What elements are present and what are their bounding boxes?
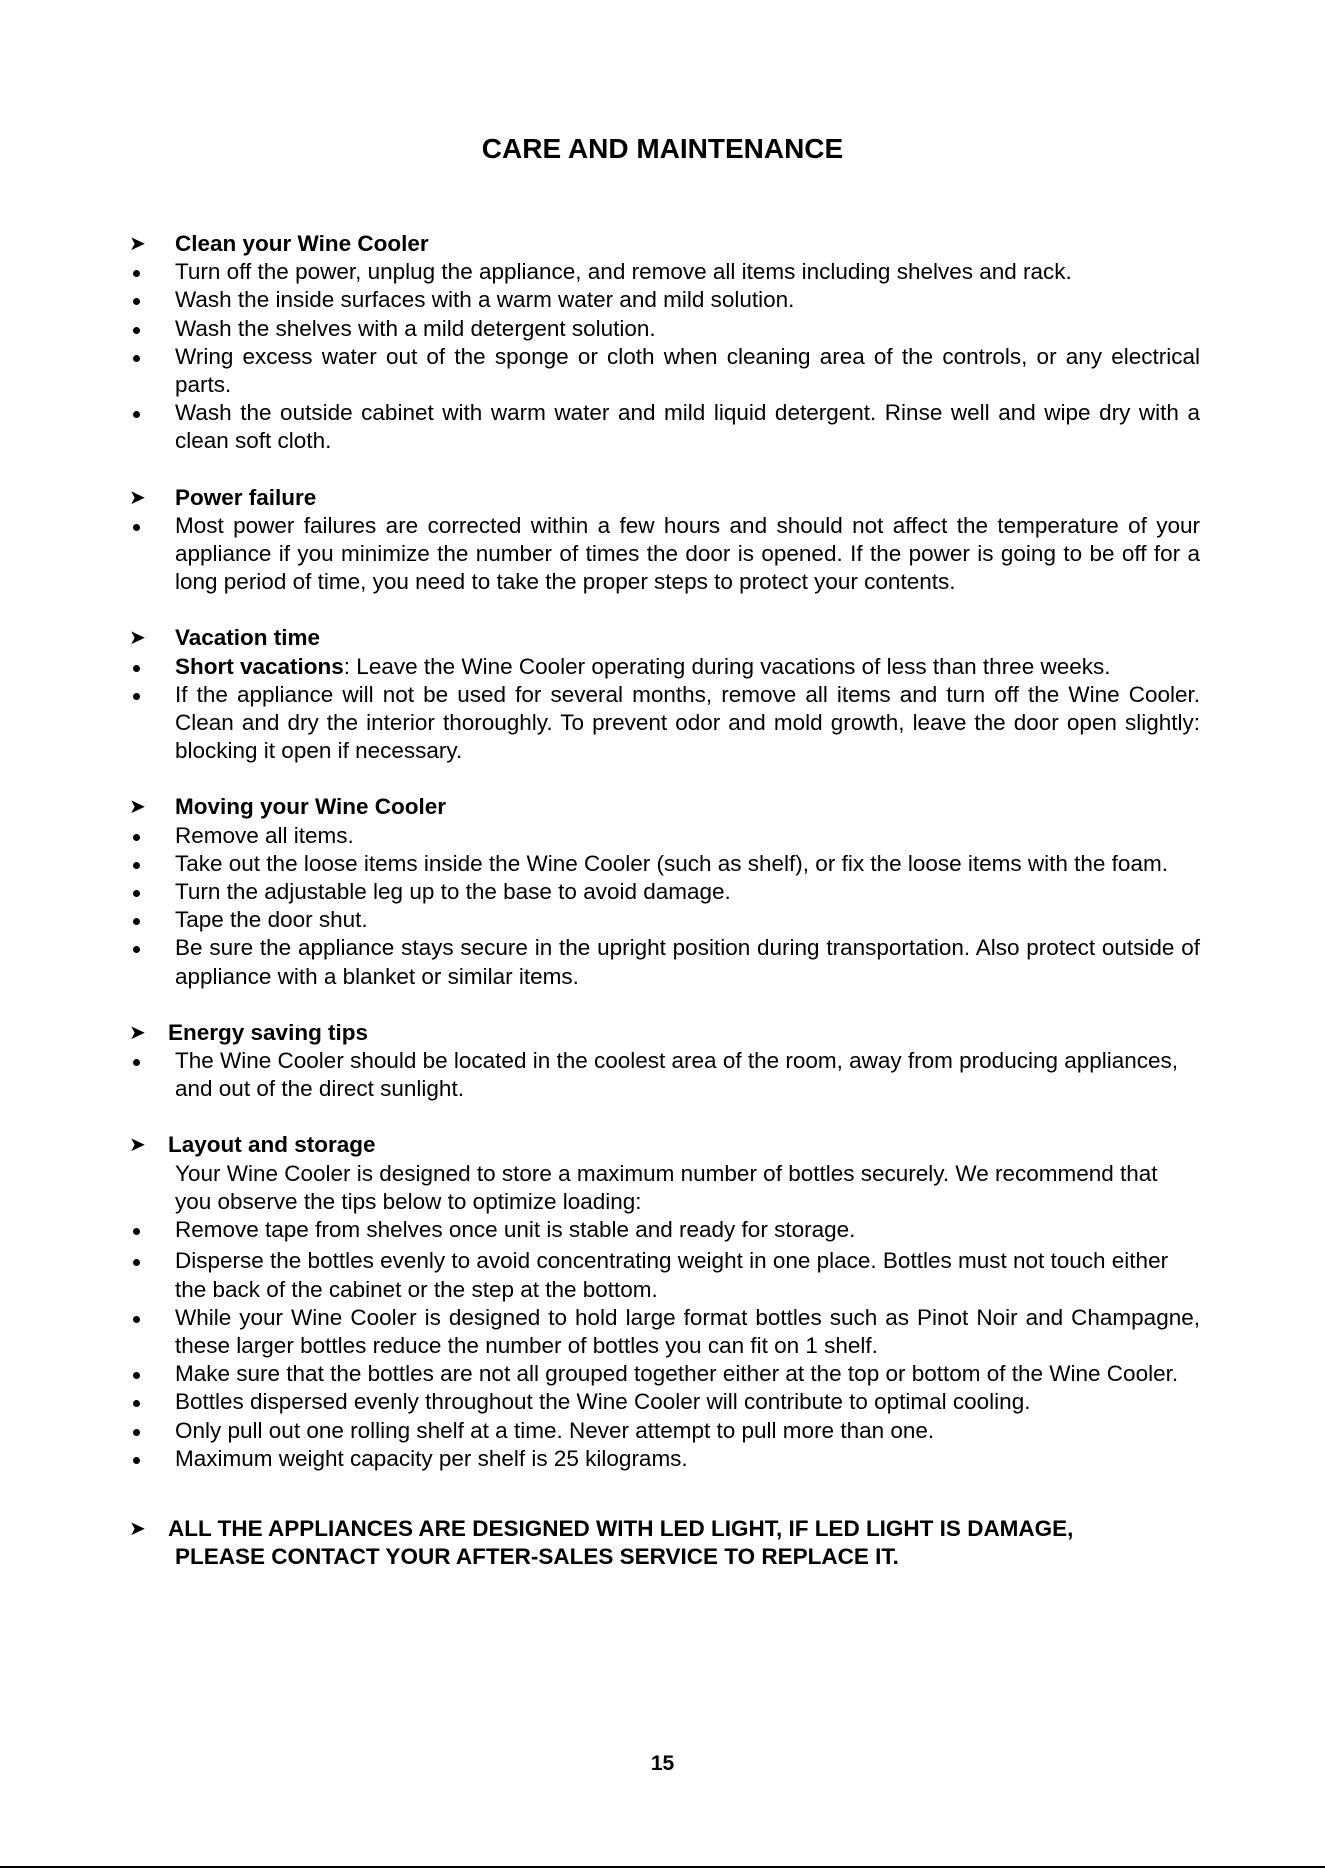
bullet-icon: [133, 411, 140, 418]
bullet-icon: [133, 1316, 140, 1323]
list-item: [125, 512, 1200, 597]
arrowhead-icon: ➤: [129, 486, 146, 509]
item-text: Tape the door shut.: [175, 907, 368, 933]
bullet-icon: [133, 1400, 140, 1407]
list-item: [125, 1388, 1200, 1416]
bullet-icon: [133, 834, 140, 841]
list-item: [125, 934, 1200, 990]
item-text: Take out the loose items inside the Wine Cooler (such as shelf), or fix the loose items with the foam.: [175, 850, 1168, 876]
item-text: Wring excess water out of the sponge or cloth when cleaning area of the controls, or any electrical parts.: [175, 343, 1200, 398]
bullet-icon: [133, 862, 140, 869]
list-item: [125, 1247, 1200, 1303]
page-title: CARE AND MAINTENANCE: [481, 133, 844, 164]
section-layout: [125, 1131, 1200, 1472]
short-vacations-label: Short vacations: [175, 653, 344, 679]
item-text: Remove all items.: [175, 822, 354, 848]
item-text: The Wine Cooler should be located in the coolest area of the room, away from producing appliances, and out of the direct sunlight.: [175, 1048, 1179, 1102]
notice-text: ALL THE APPLIANCES ARE DESIGNED WITH LED LIGHT, IF LED LIGHT IS DAMAGE,: [168, 1515, 1074, 1541]
heading-text: Vacation time: [175, 625, 321, 651]
item-text: Disperse the bottles evenly to avoid concentrating weight in one place. Bottles must not touch either the back of the cabinet or the step at the bottom.: [175, 1248, 1169, 1302]
bullet-icon: [133, 1372, 140, 1379]
bullet-icon: [133, 1457, 140, 1464]
list-item: [125, 343, 1200, 399]
item-text: Make sure that the bottles are not all grouped together either at the top or bottom of the Wine Cooler.: [175, 1361, 1179, 1387]
bullet-icon: [133, 1259, 140, 1266]
led-notice: [125, 1515, 1200, 1571]
section-clean: [125, 230, 1200, 456]
item-text: Turn off the power, unplug the appliance, and remove all items including shelves and rack.: [175, 259, 1072, 285]
section-moving: [125, 793, 1200, 990]
arrowhead-icon: ➤: [129, 1517, 146, 1540]
item-text: Bottles dispersed evenly throughout the Wine Cooler will contribute to optimal cooling.: [175, 1389, 1031, 1415]
list-item: [125, 850, 1200, 878]
section-heading: [125, 1019, 1200, 1047]
bullet-icon: [133, 1228, 140, 1235]
item-text: Most power failures are corrected within a few hours and should not affect the temperature of your appliance if you minimize the number of times the door is opened. If the power is going to be off for a long period of time, you need to take the proper steps to protect your contents.: [175, 512, 1200, 595]
bullet-icon: [133, 355, 140, 362]
list-item: [125, 258, 1200, 286]
list-item: [125, 399, 1200, 455]
bullet-icon: [133, 524, 140, 531]
list-item: [125, 1417, 1200, 1445]
bullet-icon: [133, 946, 140, 953]
notice-line-1: [125, 1515, 1200, 1543]
list-item: [125, 286, 1200, 314]
item-text: Maximum weight capacity per shelf is 25 kilograms.: [175, 1445, 688, 1471]
item-text: : Leave the Wine Cooler operating during vacations of less than three weeks.: [343, 653, 1111, 679]
list-item: [125, 315, 1200, 343]
section-heading: [125, 624, 1200, 652]
arrowhead-icon: ➤: [129, 796, 146, 819]
item-text: Wash the outside cabinet with warm water and mild liquid detergent. Rinse well and wipe dry with a clean soft cloth.: [175, 400, 1200, 454]
section-vacation: [125, 624, 1200, 765]
bullet-icon: [133, 918, 140, 925]
arrowhead-icon: ➤: [129, 1134, 146, 1157]
heading-text: Layout and storage: [168, 1132, 376, 1158]
section-energy: [125, 1019, 1200, 1104]
bullet-icon: [133, 1059, 140, 1066]
heading-text: Power failure: [175, 484, 317, 510]
list-item: [125, 1360, 1200, 1388]
heading-text: Energy saving tips: [168, 1019, 369, 1045]
notice-line-2: PLEASE CONTACT YOUR AFTER-SALES SERVICE TO REPLACE IT.: [175, 1544, 899, 1570]
list-item: [125, 878, 1200, 906]
bullet-icon: [133, 298, 140, 305]
list-item: [125, 1047, 1200, 1103]
section-heading: [125, 484, 1200, 512]
list-item: [125, 1445, 1200, 1473]
list-item: [125, 681, 1200, 766]
item-text: Turn the adjustable leg up to the base to avoid damage.: [175, 879, 731, 905]
list-item: [125, 653, 1200, 681]
bullet-icon: [133, 665, 140, 672]
list-item: [125, 822, 1200, 850]
item-text: Remove tape from shelves once unit is stable and ready for storage.: [175, 1217, 856, 1243]
section-heading: [125, 1131, 1200, 1159]
bullet-icon: [133, 890, 140, 897]
bullet-icon: [133, 693, 140, 700]
section-heading: [125, 793, 1200, 821]
heading-text: Clean your Wine Cooler: [175, 231, 429, 256]
list-item: [125, 906, 1200, 934]
bullet-icon: [133, 270, 140, 277]
section-heading: [125, 230, 1200, 258]
arrowhead-icon: ➤: [129, 627, 146, 650]
bullet-icon: [133, 327, 140, 334]
bullet-icon: [133, 1429, 140, 1436]
item-text: Only pull out one rolling shelf at a time. Never attempt to pull more than one.: [175, 1417, 935, 1443]
item-text: Be sure the appliance stays secure in the upright position during transportation. Also protect outside of appliance with a blanket or similar items.: [175, 935, 1200, 989]
section-power: [125, 484, 1200, 597]
page-number: 15: [650, 1752, 675, 1775]
heading-text: Moving your Wine Cooler: [175, 794, 447, 820]
arrowhead-icon: ➤: [129, 233, 146, 255]
item-text: If the appliance will not be used for several months, remove all items and turn off the Wine Cooler. Clean and dry the interior thoroughly. To prevent odor and mold growth, leave the door open slightly: blocking it open if necessary.: [175, 681, 1200, 764]
item-text: Wash the shelves with a mild detergent solution.: [175, 315, 656, 341]
page-content: [125, 230, 1200, 1571]
item-text: While your Wine Cooler is designed to hold large format bottles such as Pinot Noir and Champagne, these larger bottles reduce the number of bottles you can fit on 1 shelf.: [175, 1304, 1200, 1358]
arrowhead-icon: ➤: [129, 1021, 146, 1044]
section-intro: Your Wine Cooler is designed to store a maximum number of bottles securely. We recommend that you observe the tips below to optimize loading:: [175, 1160, 1158, 1214]
list-item: [125, 1216, 1200, 1244]
list-item: [125, 1304, 1200, 1360]
item-text: Wash the inside surfaces with a warm water and mild solution.: [175, 287, 795, 313]
